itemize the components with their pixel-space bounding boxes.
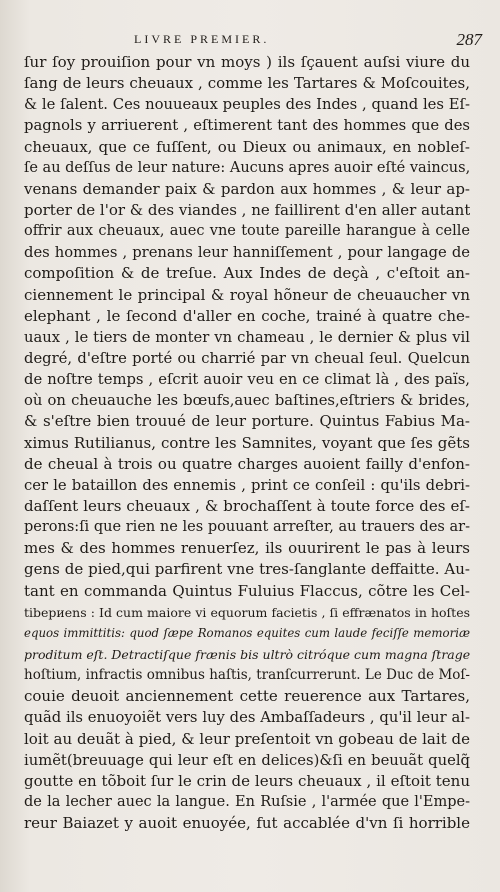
text-line: hoſtium, infractis omnibus haſtis, tranſcurrerunt. Le Duc de Moſ-	[24, 667, 470, 684]
page-number: 287	[456, 30, 482, 49]
text-line: offrir aux cheuaux, auec vne toute pareille harangue à celle	[24, 223, 470, 240]
text-line: perons:ſi que rien ne les pouuant arreſter, au trauers des ar-	[24, 519, 470, 536]
text-line: ſe au deſſus de leur nature: Aucuns apres auoir eſté vaincus,	[24, 159, 470, 176]
text-line: & le ſalent. Ces nouueaux peuples des Indes , quand les Eſ-	[24, 96, 470, 114]
text-line: reur Baiazet y auoit enuoyée, fut accablée d'vn ſi horrible	[24, 814, 470, 833]
text-line: degré, d'eſtre porté ou charrié par vn cheual ſeul. Quelcun	[24, 349, 470, 367]
text-line: & s'eſtre bien trouué de leur porture. Quintus Fabius Ma-	[24, 412, 470, 431]
text-line: de cheual à trois ou quatre charges auoient failly d'enfon-	[24, 454, 470, 473]
text-line: goutte en tõboit ſur le crin de leurs cheuaux , il eſtoit tenu	[24, 771, 470, 790]
text-line: uaux , le tiers de monter vn chameau , le dernier & plus vil	[24, 328, 470, 346]
text-line: pagnols y arriuerent , eſtimerent tant des hommes que des	[24, 117, 470, 135]
text-line: des hommes , prenans leur hanniſſement , pour langage de	[24, 244, 470, 262]
running-head: LIVRE PREMIER.	[134, 32, 270, 46]
text-line: ſur ſoy prouiſion pour vn moys ) ils ſçauent auſsi viure du	[24, 53, 470, 71]
text-line: cheuaux, que ce fuſſent, ou Dieux ou animaux, en nobleſ-	[24, 137, 470, 156]
text-line: mes & des hommes renuerſez, ils ouurirent le pas à leurs	[24, 539, 470, 558]
text-line: equos immittitis: quod ſæpe Romanos equites cum laude feciſſe memoriæ	[24, 625, 470, 640]
text-line: venans demander paix & pardon aux hommes , & leur ap-	[24, 179, 470, 198]
text-line: iumẽt(breuuage qui leur eſt en delices)&ſi en beuuãt quelq̃	[24, 751, 470, 769]
text-line: ciennement le principal & royal hõneur de cheuaucher vn	[24, 285, 470, 304]
text-line: ximus Rutilianus, contre les Samnites, voyant que ſes gẽts	[24, 433, 470, 452]
text-line: couie deuoit anciennement cette reuerence aux Tartares,	[24, 687, 470, 706]
text-line: où on cheuauche les bœufs,auec baſtines,eſtriers & brides,	[24, 392, 470, 410]
body-text	[24, 52, 470, 834]
text-line: tibериens : Id cum maiore vi equorum facietis , ſi effrænatos in hoſtes	[24, 604, 470, 620]
text-line: elephant , le ſecond d'aller en coche, trainé à quatre che-	[24, 306, 470, 325]
text-line: tant en commanda Quintus Fuluius Flaccus, cõtre les Cel-	[24, 581, 470, 600]
text-line: ſang de leurs cheuaux , comme les Tartares & Moſcouites,	[24, 74, 470, 93]
text-line: cer le bataillon des ennemis , print ce conſeil : qu'ils debri-	[24, 476, 470, 494]
text-line: daſſent leurs cheuaux , & brochaſſent à toute force des eſ-	[24, 496, 470, 515]
page-header	[24, 30, 484, 54]
text-line: gens de pied,qui parfirent vne tres-ſanglante deffaitte. Au-	[24, 560, 470, 579]
text-line: de la lecher auec la langue. En Ruſsie , l'armée que l'Empe-	[24, 793, 470, 810]
text-line: compoſition & de treſue. Aux Indes de deçà , c'eſtoit an-	[24, 264, 470, 283]
text-line: proditum eſt. Detractiſque frænis bis ultrò citróque cum magna ſtrage	[24, 646, 470, 662]
text-line: loit au deuãt à pied, & leur preſentoit vn gobeau de lait de	[24, 729, 470, 748]
text-line: quãd ils enuoyoiẽt vers luy des Ambaſſadeurs , qu'il leur al-	[24, 709, 470, 727]
text-line: de noſtre temps , eſcrit auoir veu en ce climat là , des païs,	[24, 371, 470, 389]
text-line: porter de l'or & des viandes , ne faillirent d'en aller autant	[24, 200, 470, 219]
